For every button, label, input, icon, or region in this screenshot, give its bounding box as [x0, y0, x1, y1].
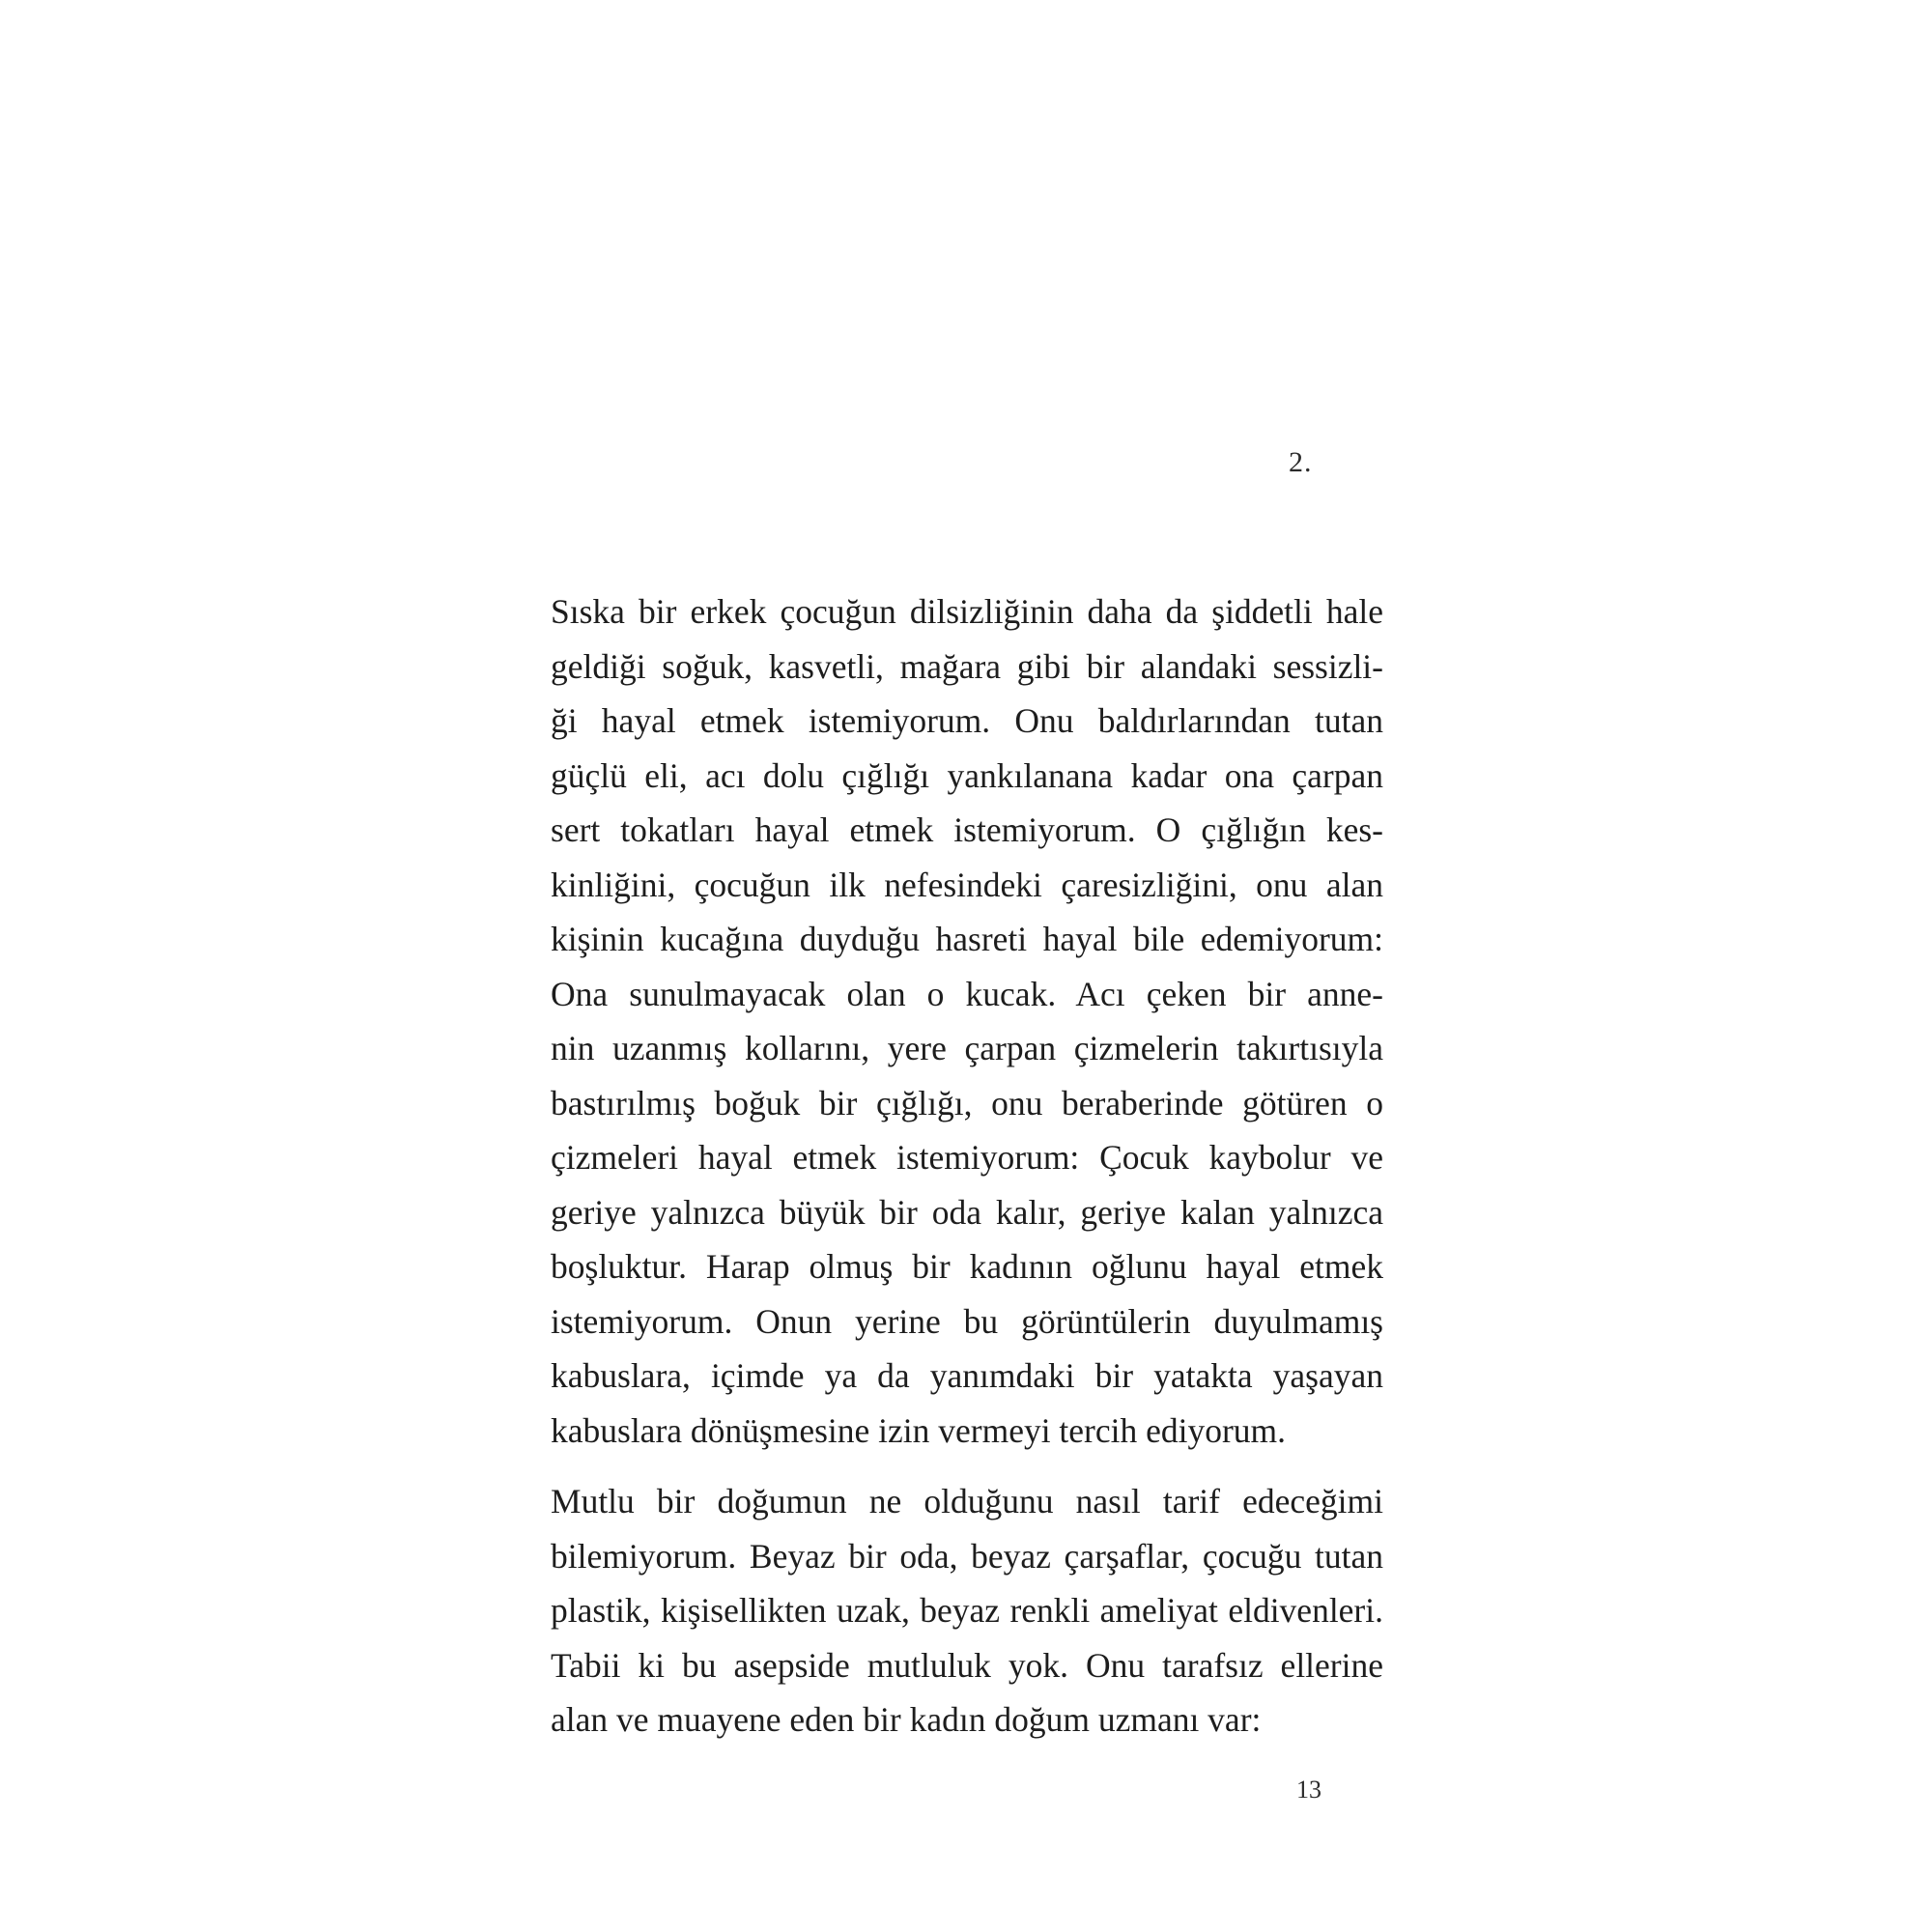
text-line: bilemiyorum. Beyaz bir oda, beyaz çarşaflar, çocuğu tutan	[551, 1536, 1383, 1576]
text-line: kinliğini, çocuğun ilk nefesindeki çaresizliğini, onu alan	[551, 865, 1383, 904]
text-line: kabuslara, içimde ya da yanımdaki bir yatakta yaşayan	[551, 1356, 1383, 1395]
text-line: kabuslara dönüşmesine izin vermeyi tercih ediyorum.	[551, 1410, 1287, 1450]
paragraph-gap	[551, 1458, 1383, 1474]
text-line: Ona sunulmayacak olan o kucak. Acı çeken bir anne-	[551, 974, 1383, 1013]
text-line: kişinin kucağına duyduğu hasreti hayal bile edemiyorum:	[551, 920, 1383, 958]
text-line: istemiyorum. Onun yerine bu görüntülerin duyulmamış	[551, 1301, 1383, 1341]
text-line: alan ve muayene eden bir kadın doğum uzmanı var:	[551, 1700, 1262, 1739]
text-line: sert tokatları hayal etmek istemiyorum. O çığlığın kes-	[551, 810, 1383, 849]
text-line: Tabii ki bu asepside mutluluk yok. Onu tarafsız ellerine	[551, 1645, 1383, 1685]
paragraph-1	[551, 584, 1383, 1458]
page-number: 13	[1296, 1776, 1321, 1804]
text-line: Mutlu bir doğumun ne olduğunu nasıl tarif edeceğimi	[551, 1482, 1383, 1520]
text-line: bastırılmış boğuk bir çığlığı, onu beraberinde götüren o	[551, 1083, 1383, 1122]
text-line: boşluktur. Harap olmuş bir kadının oğlunu hayal etmek	[551, 1247, 1383, 1286]
text-line: plastik, kişisellikten uzak, beyaz renkli ameliyat eldivenleri.	[551, 1591, 1383, 1630]
text-line: nin uzanmış kollarını, yere çarpan çizmelerin takırtısıyla	[551, 1029, 1383, 1067]
body-text	[551, 584, 1383, 1747]
text-line: çizmeleri hayal etmek istemiyorum: Çocuk kaybolur ve	[551, 1138, 1383, 1177]
text-line: Sıska bir erkek çocuğun dilsizliğinin daha da şiddetli hale	[551, 592, 1383, 631]
text-line: güçlü eli, acı dolu çığlığı yankılanana kadar ona çarpan	[551, 755, 1383, 795]
paragraph-2	[551, 1474, 1383, 1747]
text-line: geriye yalnızca büyük bir oda kalır, geriye kalan yalnızca	[551, 1192, 1383, 1232]
chapter-number: 2.	[1289, 446, 1313, 478]
text-line: ği hayal etmek istemiyorum. Onu baldırlarından tutan	[551, 701, 1383, 740]
text-line: geldiği soğuk, kasvetli, mağara gibi bir alandaki sessizli-	[551, 646, 1383, 686]
